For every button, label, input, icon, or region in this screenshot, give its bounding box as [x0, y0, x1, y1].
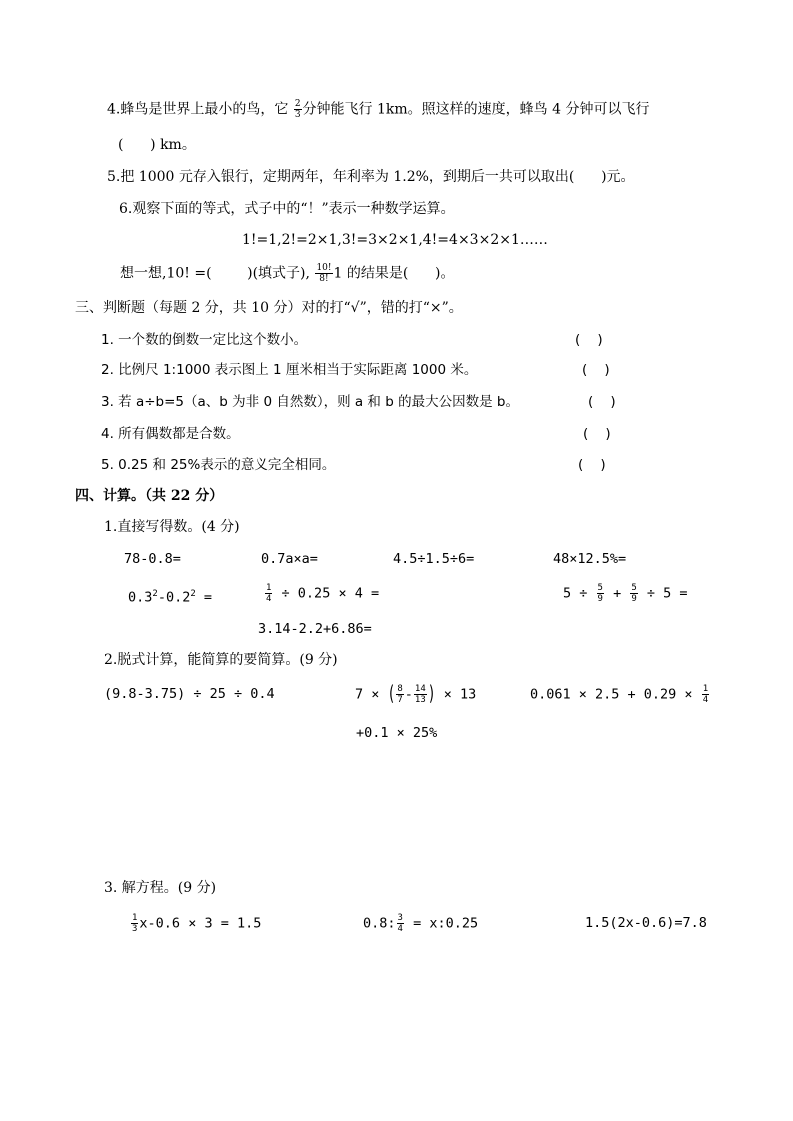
- oral-calc-item: 4.5÷1.5÷6=: [393, 551, 475, 567]
- fill-in-question-5: 5.把 1000 元存入银行，定期两年，年利率为 1.2%，到期后一共可以取出( )元。: [107, 169, 635, 185]
- oral-calc-item: 48×12.5%=: [553, 551, 627, 567]
- equation: 0.8: $\frac{3}{4}$ = x:0.25: [363, 913, 479, 934]
- fraction: $\frac{5}{9}$: [631, 583, 637, 604]
- factorial-question: [120, 263, 455, 284]
- question-text[interactable]: 想一想,10! =( )(填式子),: [120, 265, 310, 282]
- oral-calc-item: $\frac{1}{4}$ ÷ 0.25 × 4 =: [266, 583, 380, 604]
- oral-calc-item: 78-0.8=: [124, 551, 181, 567]
- judge-item-text: 1. 一个数的倒数一定比这个数小。: [101, 332, 308, 348]
- judge-blank[interactable]: ( ): [578, 457, 606, 473]
- oral-calc-item: 5 ÷ $\frac{5}{9}$ + $\frac{5}{9}$ ÷ 5 =: [563, 583, 688, 604]
- fraction: $\frac{2}{3}$: [294, 99, 301, 120]
- equation: 1.5(2x-0.6)=7.8: [585, 915, 707, 931]
- fraction: $\frac{14}{13}$: [414, 684, 426, 705]
- judge-blank[interactable]: ( ): [575, 332, 603, 348]
- fraction: $\frac{1}{4}$: [266, 583, 272, 604]
- fraction: $\frac{8}{7}$: [397, 684, 403, 705]
- judge-blank[interactable]: ( ): [583, 426, 611, 442]
- factorial-pattern: 1!=1,2!=2×1,3!=3×2×1,4!=4×3×2×1……: [242, 232, 548, 248]
- calc-subheading-2: 2.脱式计算，能简算的要简算。(9 分): [104, 652, 338, 668]
- oral-calc-item: $0.3^2-0.2^2$ =: [128, 589, 213, 606]
- question-text[interactable]: 1 的结果是( )。: [333, 265, 455, 282]
- judge-item-text: 2. 比例尺 1:1000 表示图上 1 厘米相当于实际距离 1000 米。: [101, 362, 478, 378]
- fraction: $\frac{1}{3}$: [132, 913, 138, 934]
- fill-in-question-6: 6.观察下面的等式，式子中的“！”表示一种数学运算。: [119, 201, 455, 217]
- section-heading-calc: 四、计算。（共 22 分）: [75, 488, 224, 504]
- step-calc-expression: 7 × ( $\frac{8}{7}$ - $\frac{14}{13}$ ) × 13: [355, 681, 477, 706]
- calc-subheading-1: 1.直接写得数。(4 分): [104, 519, 240, 535]
- section-heading-judge: 三、判断题（每题 2 分，共 10 分）对的打“√”，错的打“×”。: [75, 300, 463, 316]
- oral-calc-item: 3.14-2.2+6.86=: [258, 621, 372, 637]
- fraction: $\frac{1}{4}$: [702, 684, 709, 705]
- judge-blank[interactable]: ( ): [588, 394, 616, 410]
- step-calc-expression-continued: +0.1 × 25%: [356, 725, 438, 741]
- judge-blank[interactable]: ( ): [582, 362, 610, 378]
- step-calc-expression: 0.061 × 2.5 + 0.29 × $\frac{1}{4}$: [530, 684, 709, 705]
- judge-item-text: 3. 若 a÷b=5（a、b 为非 0 自然数），则 a 和 b 的最大公因数是 b。: [101, 394, 519, 410]
- equation: $\frac{1}{3}$ x-0.6 × 3 = 1.5: [132, 913, 262, 934]
- fraction: $\frac{10!}{8!}$: [316, 263, 332, 284]
- fraction: $\frac{5}{9}$: [597, 583, 603, 604]
- judge-item-text: 5. 0.25 和 25%表示的意义完全相同。: [101, 457, 336, 473]
- question-number: 4.: [107, 101, 121, 118]
- step-calc-expression: (9.8-3.75) ÷ 25 ÷ 0.4: [104, 686, 275, 702]
- answer-blank[interactable]: ( ) km。: [118, 137, 196, 153]
- question-text: 蜂鸟是世界上最小的鸟，它: [120, 101, 289, 118]
- fraction: $\frac{3}{4}$: [397, 913, 403, 934]
- fill-in-question-4: [107, 99, 649, 120]
- question-text: 分钟能飞行 1km。照这样的速度，蜂鸟 4 分钟可以飞行: [302, 101, 650, 118]
- oral-calc-item: 0.7a×a=: [261, 551, 318, 567]
- judge-item-text: 4. 所有偶数都是合数。: [101, 426, 240, 442]
- calc-subheading-3: 3. 解方程。(9 分): [104, 880, 217, 896]
